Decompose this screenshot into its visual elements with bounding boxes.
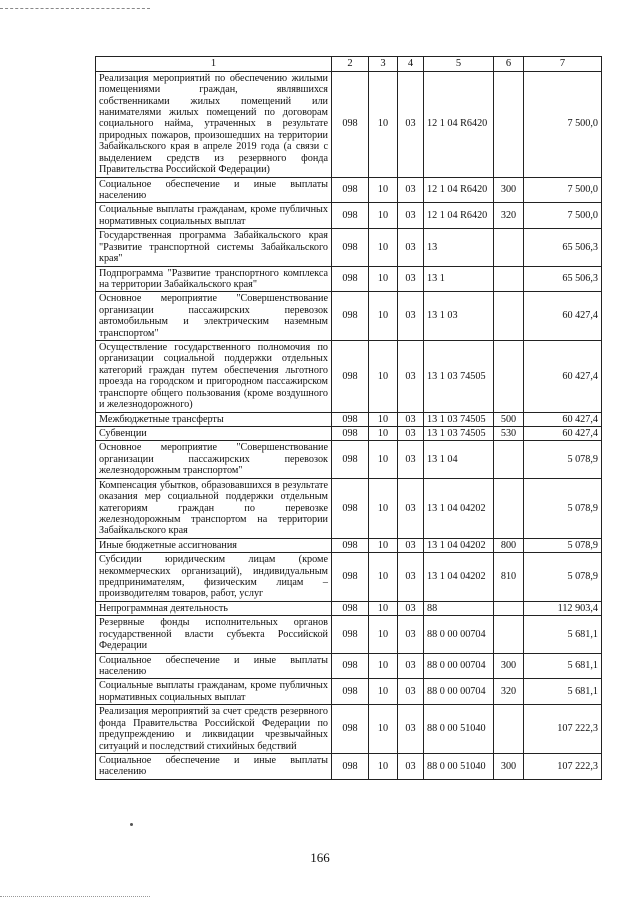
cell-section: 10 bbox=[369, 426, 398, 440]
cell-expense-type: 300 bbox=[494, 177, 524, 203]
table-row bbox=[96, 653, 602, 679]
cell-amount: 60 427,4 bbox=[524, 292, 602, 341]
cell-expense-type: 300 bbox=[494, 653, 524, 679]
cell-admin-code: 098 bbox=[332, 478, 369, 538]
cell-admin-code: 098 bbox=[332, 177, 369, 203]
header-cell-1: 1 bbox=[96, 57, 332, 72]
cell-amount: 7 500,0 bbox=[524, 71, 602, 177]
cell-subsection: 03 bbox=[398, 753, 424, 779]
cell-subsection: 03 bbox=[398, 203, 424, 229]
table-row bbox=[96, 705, 602, 754]
cell-expense-type: 320 bbox=[494, 203, 524, 229]
cell-subsection: 03 bbox=[398, 478, 424, 538]
cell-amount: 7 500,0 bbox=[524, 203, 602, 229]
cell-target-article: 12 1 04 R6420 bbox=[424, 177, 494, 203]
table-row bbox=[96, 341, 602, 413]
cell-section: 10 bbox=[369, 412, 398, 426]
cell-admin-code: 098 bbox=[332, 292, 369, 341]
cell-amount: 65 506,3 bbox=[524, 266, 602, 292]
cell-expense-type: 320 bbox=[494, 679, 524, 705]
cell-subsection: 03 bbox=[398, 601, 424, 615]
cell-amount: 5 078,9 bbox=[524, 538, 602, 552]
cell-admin-code: 098 bbox=[332, 266, 369, 292]
cell-target-article: 13 1 04 04202 bbox=[424, 553, 494, 602]
cell-section: 10 bbox=[369, 341, 398, 413]
cell-amount: 5 078,9 bbox=[524, 441, 602, 478]
cell-name: Основное мероприятие "Совершенствование организации пассажирских перевозок железнодорожным транспортом" bbox=[96, 441, 332, 478]
cell-name: Социальное обеспечение и иные выплаты населению bbox=[96, 653, 332, 679]
cell-name: Компенсация убытков, образовавшихся в результате оказания мер социальной поддержки отдельным категориям граждан по перевозке железнодорожным транспортом на территории Забайкальского края bbox=[96, 478, 332, 538]
cell-admin-code: 098 bbox=[332, 601, 369, 615]
cell-name: Резервные фонды исполнительных органов государственной власти субъекта Российской Федерации bbox=[96, 616, 332, 653]
cell-section: 10 bbox=[369, 71, 398, 177]
cell-name: Социальное обеспечение и иные выплаты населению bbox=[96, 177, 332, 203]
cell-section: 10 bbox=[369, 441, 398, 478]
cell-target-article: 88 0 00 00704 bbox=[424, 616, 494, 653]
header-cell-4: 4 bbox=[398, 57, 424, 72]
cell-target-article: 13 1 03 74505 bbox=[424, 412, 494, 426]
cell-expense-type bbox=[494, 292, 524, 341]
cell-section: 10 bbox=[369, 538, 398, 552]
cell-subsection: 03 bbox=[398, 177, 424, 203]
table-row bbox=[96, 553, 602, 602]
cell-target-article: 88 0 00 51040 bbox=[424, 753, 494, 779]
cell-admin-code: 098 bbox=[332, 203, 369, 229]
cell-name: Иные бюджетные ассигнования bbox=[96, 538, 332, 552]
cell-subsection: 03 bbox=[398, 71, 424, 177]
budget-table bbox=[95, 56, 602, 780]
cell-expense-type: 500 bbox=[494, 412, 524, 426]
cell-subsection: 03 bbox=[398, 341, 424, 413]
cell-subsection: 03 bbox=[398, 553, 424, 602]
table-row bbox=[96, 292, 602, 341]
cell-amount: 7 500,0 bbox=[524, 177, 602, 203]
cell-target-article: 13 1 03 bbox=[424, 292, 494, 341]
table-row bbox=[96, 441, 602, 478]
cell-section: 10 bbox=[369, 266, 398, 292]
cell-admin-code: 098 bbox=[332, 653, 369, 679]
cell-name: Государственная программа Забайкальского края "Развитие транспортной системы Забайкальского края" bbox=[96, 229, 332, 266]
cell-name: Социальные выплаты гражданам, кроме публичных нормативных социальных выплат bbox=[96, 203, 332, 229]
cell-target-article: 13 1 03 74505 bbox=[424, 341, 494, 413]
table-row bbox=[96, 753, 602, 779]
cell-subsection: 03 bbox=[398, 705, 424, 754]
cell-admin-code: 098 bbox=[332, 679, 369, 705]
cell-admin-code: 098 bbox=[332, 341, 369, 413]
cell-amount: 5 078,9 bbox=[524, 553, 602, 602]
cell-name: Осуществление государственного полномочия по организации социальной поддержки отдельных категорий граждан путем обеспечения льготного проезда на городском и пригородном пассажирском транспорте общего пользования (кроме воздушного и железнодорожного) bbox=[96, 341, 332, 413]
cell-admin-code: 098 bbox=[332, 616, 369, 653]
cell-expense-type bbox=[494, 478, 524, 538]
cell-name: Социальные выплаты гражданам, кроме публичных нормативных социальных выплат bbox=[96, 679, 332, 705]
table-row bbox=[96, 266, 602, 292]
cell-amount: 5 078,9 bbox=[524, 478, 602, 538]
cell-admin-code: 098 bbox=[332, 753, 369, 779]
cell-subsection: 03 bbox=[398, 229, 424, 266]
header-cell-7: 7 bbox=[524, 57, 602, 72]
cell-amount: 107 222,3 bbox=[524, 753, 602, 779]
cell-target-article: 13 1 04 04202 bbox=[424, 538, 494, 552]
cell-target-article: 12 1 04 R6420 bbox=[424, 203, 494, 229]
cell-amount: 5 681,1 bbox=[524, 679, 602, 705]
cell-expense-type bbox=[494, 266, 524, 292]
cell-amount: 60 427,4 bbox=[524, 426, 602, 440]
table-header-row bbox=[96, 57, 602, 72]
cell-section: 10 bbox=[369, 601, 398, 615]
cell-admin-code: 098 bbox=[332, 705, 369, 754]
cell-amount: 65 506,3 bbox=[524, 229, 602, 266]
cell-expense-type bbox=[494, 341, 524, 413]
header-cell-5: 5 bbox=[424, 57, 494, 72]
cell-section: 10 bbox=[369, 753, 398, 779]
cell-amount: 5 681,1 bbox=[524, 616, 602, 653]
cell-expense-type bbox=[494, 229, 524, 266]
table-row bbox=[96, 412, 602, 426]
table-row bbox=[96, 71, 602, 177]
cell-expense-type: 530 bbox=[494, 426, 524, 440]
cell-amount: 60 427,4 bbox=[524, 412, 602, 426]
cell-expense-type: 300 bbox=[494, 753, 524, 779]
table-row bbox=[96, 229, 602, 266]
cell-name: Основное мероприятие "Совершенствование организации пассажирских перевозок автомобильным и электрическим наземным транспортом" bbox=[96, 292, 332, 341]
header-cell-2: 2 bbox=[332, 57, 369, 72]
cell-section: 10 bbox=[369, 679, 398, 705]
cell-name: Субвенции bbox=[96, 426, 332, 440]
cell-expense-type: 800 bbox=[494, 538, 524, 552]
table-row bbox=[96, 478, 602, 538]
cell-amount: 60 427,4 bbox=[524, 341, 602, 413]
cell-admin-code: 098 bbox=[332, 553, 369, 602]
cell-section: 10 bbox=[369, 203, 398, 229]
scan-edge-rule bbox=[0, 8, 150, 9]
cell-target-article: 88 0 00 00704 bbox=[424, 679, 494, 705]
cell-target-article: 13 bbox=[424, 229, 494, 266]
cell-subsection: 03 bbox=[398, 441, 424, 478]
cell-name: Социальное обеспечение и иные выплаты населению bbox=[96, 753, 332, 779]
table-row bbox=[96, 177, 602, 203]
cell-name: Подпрограмма "Развитие транспортного комплекса на территории Забайкальского края" bbox=[96, 266, 332, 292]
cell-target-article: 88 bbox=[424, 601, 494, 615]
cell-expense-type bbox=[494, 441, 524, 478]
cell-target-article: 13 1 04 04202 bbox=[424, 478, 494, 538]
cell-subsection: 03 bbox=[398, 412, 424, 426]
cell-expense-type bbox=[494, 616, 524, 653]
cell-target-article: 13 1 04 bbox=[424, 441, 494, 478]
cell-admin-code: 098 bbox=[332, 412, 369, 426]
cell-name: Реализация мероприятий за счет средств резервного фонда Правительства Российской Федерации по предупреждению и ликвидации чрезвычайных ситуаций и последствий стихийных бедствий bbox=[96, 705, 332, 754]
cell-section: 10 bbox=[369, 705, 398, 754]
table-row bbox=[96, 203, 602, 229]
cell-name: Непрограммная деятельность bbox=[96, 601, 332, 615]
cell-name: Субсидии юридическим лицам (кроме некоммерческих организаций), индивидуальным предпринимателям, физическим лицам – производителям товаров, работ, услуг bbox=[96, 553, 332, 602]
cell-target-article: 13 1 03 74505 bbox=[424, 426, 494, 440]
cell-section: 10 bbox=[369, 553, 398, 602]
cell-name: Межбюджетные трансферты bbox=[96, 412, 332, 426]
cell-admin-code: 098 bbox=[332, 426, 369, 440]
cell-section: 10 bbox=[369, 229, 398, 266]
cell-target-article: 13 1 bbox=[424, 266, 494, 292]
cell-target-article: 88 0 00 00704 bbox=[424, 653, 494, 679]
cell-name: Реализация мероприятий по обеспечению жилыми помещениями граждан, являвшихся собственниками жилых помещений или нанимателями жилых помещений по договорам социального найма, утраченных в результате природных пожаров, произошедших на территории Забайкальского края в апреле 2019 года (а связи с выделением средств из резервного фонда Правительства Российской Федерации) bbox=[96, 71, 332, 177]
cell-section: 10 bbox=[369, 653, 398, 679]
cell-section: 10 bbox=[369, 177, 398, 203]
table-row bbox=[96, 538, 602, 552]
scan-edge-rule-bottom bbox=[0, 896, 150, 897]
cell-subsection: 03 bbox=[398, 679, 424, 705]
cell-admin-code: 098 bbox=[332, 229, 369, 266]
scan-speck bbox=[130, 823, 133, 826]
cell-subsection: 03 bbox=[398, 292, 424, 341]
table-row bbox=[96, 616, 602, 653]
cell-amount: 107 222,3 bbox=[524, 705, 602, 754]
cell-admin-code: 098 bbox=[332, 71, 369, 177]
cell-section: 10 bbox=[369, 292, 398, 341]
table-row bbox=[96, 601, 602, 615]
header-cell-6: 6 bbox=[494, 57, 524, 72]
page-number: 166 bbox=[310, 850, 330, 865]
cell-expense-type: 810 bbox=[494, 553, 524, 602]
cell-admin-code: 098 bbox=[332, 441, 369, 478]
cell-subsection: 03 bbox=[398, 266, 424, 292]
cell-target-article: 12 1 04 R6420 bbox=[424, 71, 494, 177]
cell-amount: 112 903,4 bbox=[524, 601, 602, 615]
cell-subsection: 03 bbox=[398, 653, 424, 679]
cell-section: 10 bbox=[369, 478, 398, 538]
cell-expense-type bbox=[494, 705, 524, 754]
header-cell-3: 3 bbox=[369, 57, 398, 72]
cell-expense-type bbox=[494, 71, 524, 177]
cell-amount: 5 681,1 bbox=[524, 653, 602, 679]
cell-subsection: 03 bbox=[398, 616, 424, 653]
table-row bbox=[96, 679, 602, 705]
table-row bbox=[96, 426, 602, 440]
cell-subsection: 03 bbox=[398, 538, 424, 552]
cell-target-article: 88 0 00 51040 bbox=[424, 705, 494, 754]
cell-section: 10 bbox=[369, 616, 398, 653]
cell-admin-code: 098 bbox=[332, 538, 369, 552]
cell-expense-type bbox=[494, 601, 524, 615]
cell-subsection: 03 bbox=[398, 426, 424, 440]
